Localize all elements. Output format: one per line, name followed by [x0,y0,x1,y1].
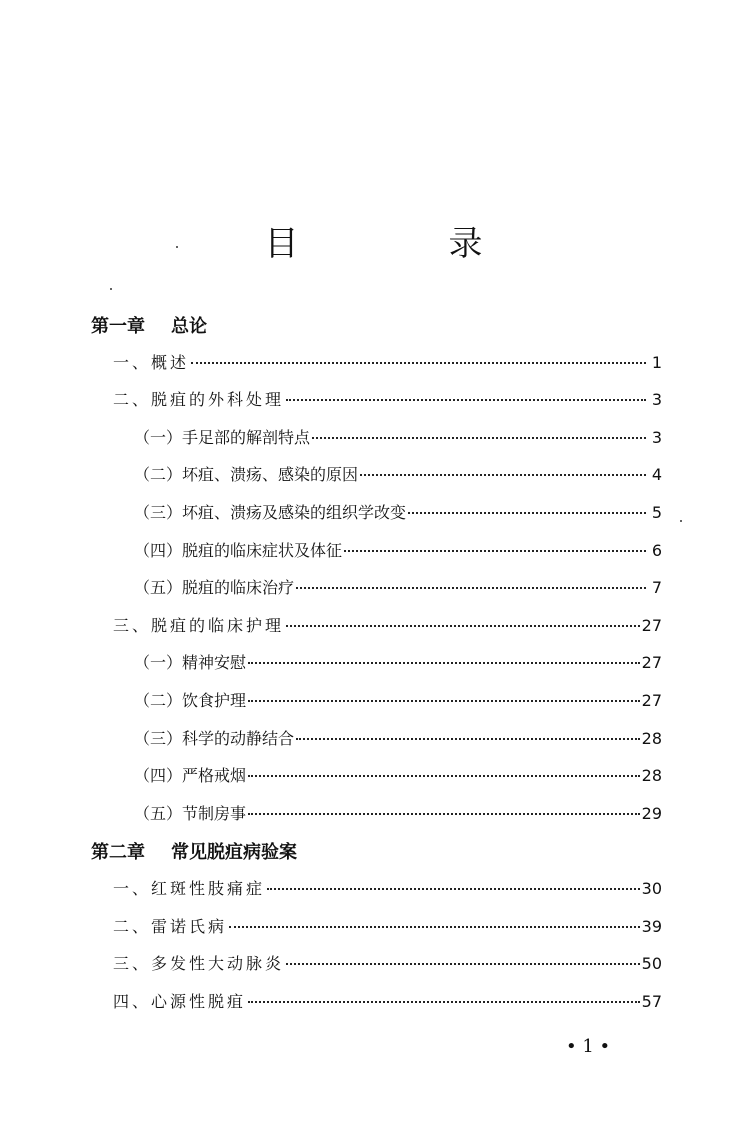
dot-leader [248,813,640,815]
dot-leader [267,888,640,890]
entry-page-number: 6 [651,541,662,560]
dot-leader [248,662,640,664]
toc-subsection-entry[interactable] [134,801,662,825]
entry-text: 三、多发性大动脉炎 [113,954,285,973]
page-number: • 1 • [566,1036,611,1057]
dot-leader [312,437,646,439]
dot-leader [296,738,640,740]
dot-leader [286,399,646,401]
entry-page-number: 27 [641,691,662,710]
toc-subsection-entry[interactable] [134,650,662,674]
toc-section-entry[interactable] [113,350,662,374]
dot-leader [229,926,640,928]
entry-text: （一）手足部的解剖特点 [134,428,311,447]
toc-subsection-entry[interactable] [134,688,662,712]
entry-text: （三）坏疽、溃疡及感染的组织学改变 [134,503,407,522]
entry-text: （二）坏疽、溃疡、感染的原因 [134,465,359,484]
entry-text: 一、红斑性肢痛症 [113,879,266,898]
entry-page-number: 57 [641,992,662,1011]
dot-leader [248,775,640,777]
chapter-heading [91,838,297,864]
entry-text: （一）精神安慰 [134,653,247,672]
entry-text: （四）严格戒烟 [134,766,247,785]
dot-leader [286,963,640,965]
dot-leader [344,550,646,552]
entry-page-number: 28 [641,766,662,785]
print-speck [176,246,178,248]
entry-text: 二、脱疽的外科处理 [113,390,285,409]
chapter-title: 常见脱疽病验案 [171,842,297,863]
dot-leader [248,1001,640,1003]
entry-page-number: 4 [651,465,662,484]
toc-subsection-entry[interactable] [134,500,662,524]
toc-section-entry[interactable] [113,951,662,975]
chapter-title: 总论 [171,316,207,337]
entry-page-number: 28 [641,729,662,748]
chapter-label: 第一章 [91,316,145,337]
dot-leader [286,625,640,627]
toc-section-entry[interactable] [113,876,662,900]
toc-section-entry[interactable] [113,613,662,637]
toc-section-entry[interactable] [113,914,662,938]
dot-leader [248,700,640,702]
toc-subsection-entry[interactable] [134,425,662,449]
dot-leader [408,512,646,514]
entry-text: 三、脱疽的临床护理 [113,616,285,635]
chapter-heading [91,312,207,338]
dot-leader [360,474,646,476]
toc-subsection-entry[interactable] [134,538,662,562]
entry-page-number: 5 [651,503,662,522]
entry-page-number: 3 [651,428,662,447]
toc-subsection-entry[interactable] [134,462,662,486]
toc-section-entry[interactable] [113,989,662,1013]
entry-text: （五）脱疽的临床治疗 [134,578,295,597]
print-speck [110,288,112,290]
entry-page-number: 27 [641,653,662,672]
entry-page-number: 30 [641,879,662,898]
entry-page-number: 3 [651,390,662,409]
toc-subsection-entry[interactable] [134,575,662,599]
toc-subsection-entry[interactable] [134,726,662,750]
entry-page-number: 50 [641,954,662,973]
entry-page-number: 7 [651,578,662,597]
entry-text: 二、雷诺氏病 [113,917,228,936]
dot-leader [296,587,646,589]
entry-page-number: 27 [641,616,662,635]
entry-page-number: 29 [641,804,662,823]
entry-text: （四）脱疽的临床症状及体征 [134,541,343,560]
page-title: 目 录 [264,224,541,264]
chapter-label: 第二章 [91,842,145,863]
entry-text: 四、心源性脱疽 [113,992,247,1011]
entry-text: 一、概述 [113,353,190,372]
entry-text: （三）科学的动静结合 [134,729,295,748]
entry-text: （二）饮食护理 [134,691,247,710]
entry-page-number: 39 [641,917,662,936]
print-speck [680,520,682,522]
dot-leader [191,362,646,364]
toc-section-entry[interactable] [113,387,662,411]
toc-subsection-entry[interactable] [134,763,662,787]
entry-text: （五）节制房事 [134,804,247,823]
entry-page-number: 1 [651,353,662,372]
